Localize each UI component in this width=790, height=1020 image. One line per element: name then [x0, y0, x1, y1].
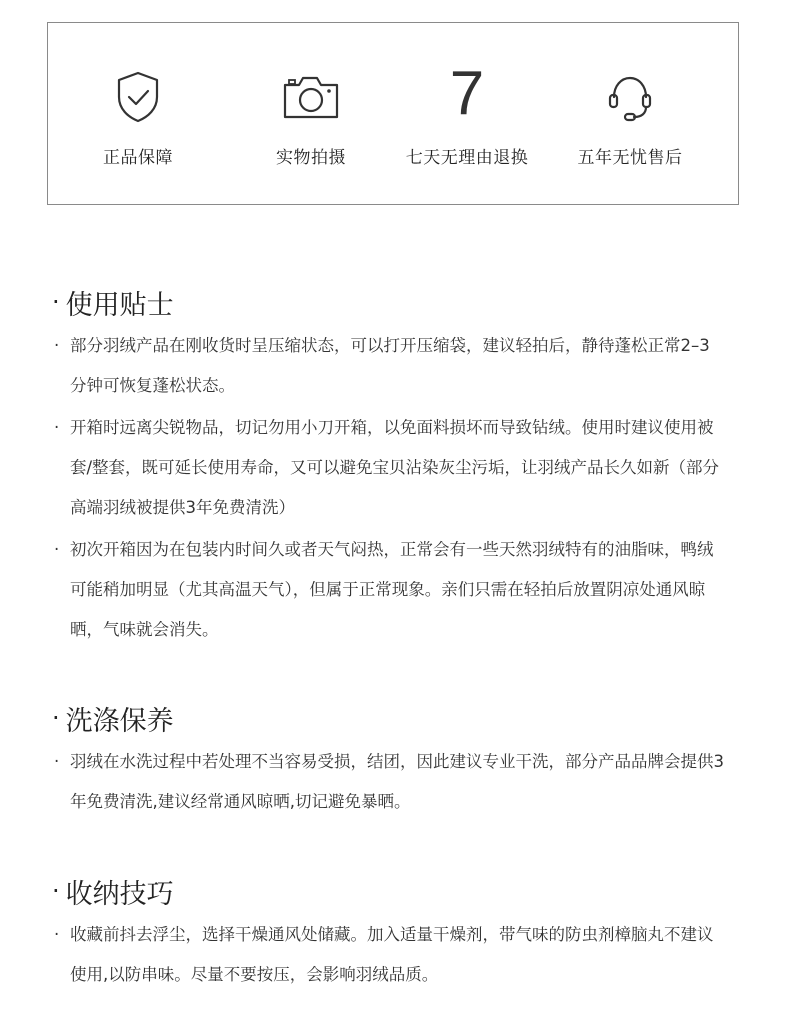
tip-bullet: ·	[54, 925, 60, 944]
guarantee-seven-day-return	[392, 23, 542, 206]
section-title	[52, 698, 742, 738]
shield-check-icon	[108, 67, 168, 127]
section-title	[52, 282, 742, 322]
tip-bullet: ·	[54, 540, 60, 559]
section-title-text: 收纳技巧	[65, 878, 174, 910]
tip-bullet: ·	[54, 752, 60, 771]
tip-item	[52, 408, 742, 528]
section-washing-care	[52, 698, 742, 822]
tip-item	[52, 326, 742, 406]
section-usage-tips	[52, 282, 742, 650]
guarantee-panel	[47, 22, 739, 205]
title-bullet: ·	[52, 877, 60, 905]
tip-item	[52, 530, 742, 650]
headset-icon	[600, 67, 660, 127]
guarantee-aftersale	[555, 23, 705, 206]
tip-text: 部分羽绒产品在刚收货时呈压缩状态，可以打开压缩袋，建议轻拍后，静待蓬松正常2–3分钟可恢复蓬松状态。	[70, 336, 710, 395]
tip-bullet: ·	[54, 336, 60, 355]
guarantee-label: 七天无理由退换	[405, 148, 529, 168]
section-title-text: 洗涤保养	[65, 705, 174, 737]
guarantee-authentic	[63, 23, 213, 206]
tip-item	[52, 742, 742, 822]
guarantee-label: 五年无忧售后	[577, 148, 683, 168]
section-title-text: 使用贴士	[65, 289, 174, 321]
guarantee-label: 正品保障	[103, 148, 173, 168]
tip-item	[52, 915, 742, 995]
seven-icon: 7	[449, 59, 485, 128]
tip-text: 开箱时远离尖锐物品，切记勿用小刀开箱，以免面料损坏而导致钻绒。使用时建议使用被套/整套，既可延长使用寿命，又可以避免宝贝沾染灰尘污垢，让羽绒产品长久如新（部分高端羽绒被提供3年免费清洗）	[70, 418, 720, 517]
tip-text: 羽绒在水洗过程中若处理不当容易受损，结团，因此建议专业干洗，部分产品品牌会提供3年免费清洗,建议经常通风晾晒,切记避免暴晒。	[70, 752, 724, 811]
tip-text: 收藏前抖去浮尘，选择干燥通风处储藏。加入适量干燥剂，带气味的防虫剂樟脑丸不建议使用,以防串味。尽量不要按压，会影响羽绒品质。	[70, 925, 714, 984]
tip-bullet: ·	[54, 418, 60, 437]
section-title	[52, 871, 742, 911]
title-bullet: ·	[52, 288, 60, 316]
camera-icon	[281, 67, 341, 127]
section-storage-tips	[52, 871, 742, 995]
title-bullet: ·	[52, 704, 60, 732]
tip-text: 初次开箱因为在包装内时间久或者天气闷热，正常会有一些天然羽绒特有的油脂味，鸭绒可能稍加明显（尤其高温天气），但属于正常现象。亲们只需在轻拍后放置阴凉处通风晾晒，气味就会消失。	[70, 540, 714, 639]
guarantee-real-photo	[236, 23, 386, 206]
guarantee-label: 实物拍摄	[276, 148, 346, 168]
